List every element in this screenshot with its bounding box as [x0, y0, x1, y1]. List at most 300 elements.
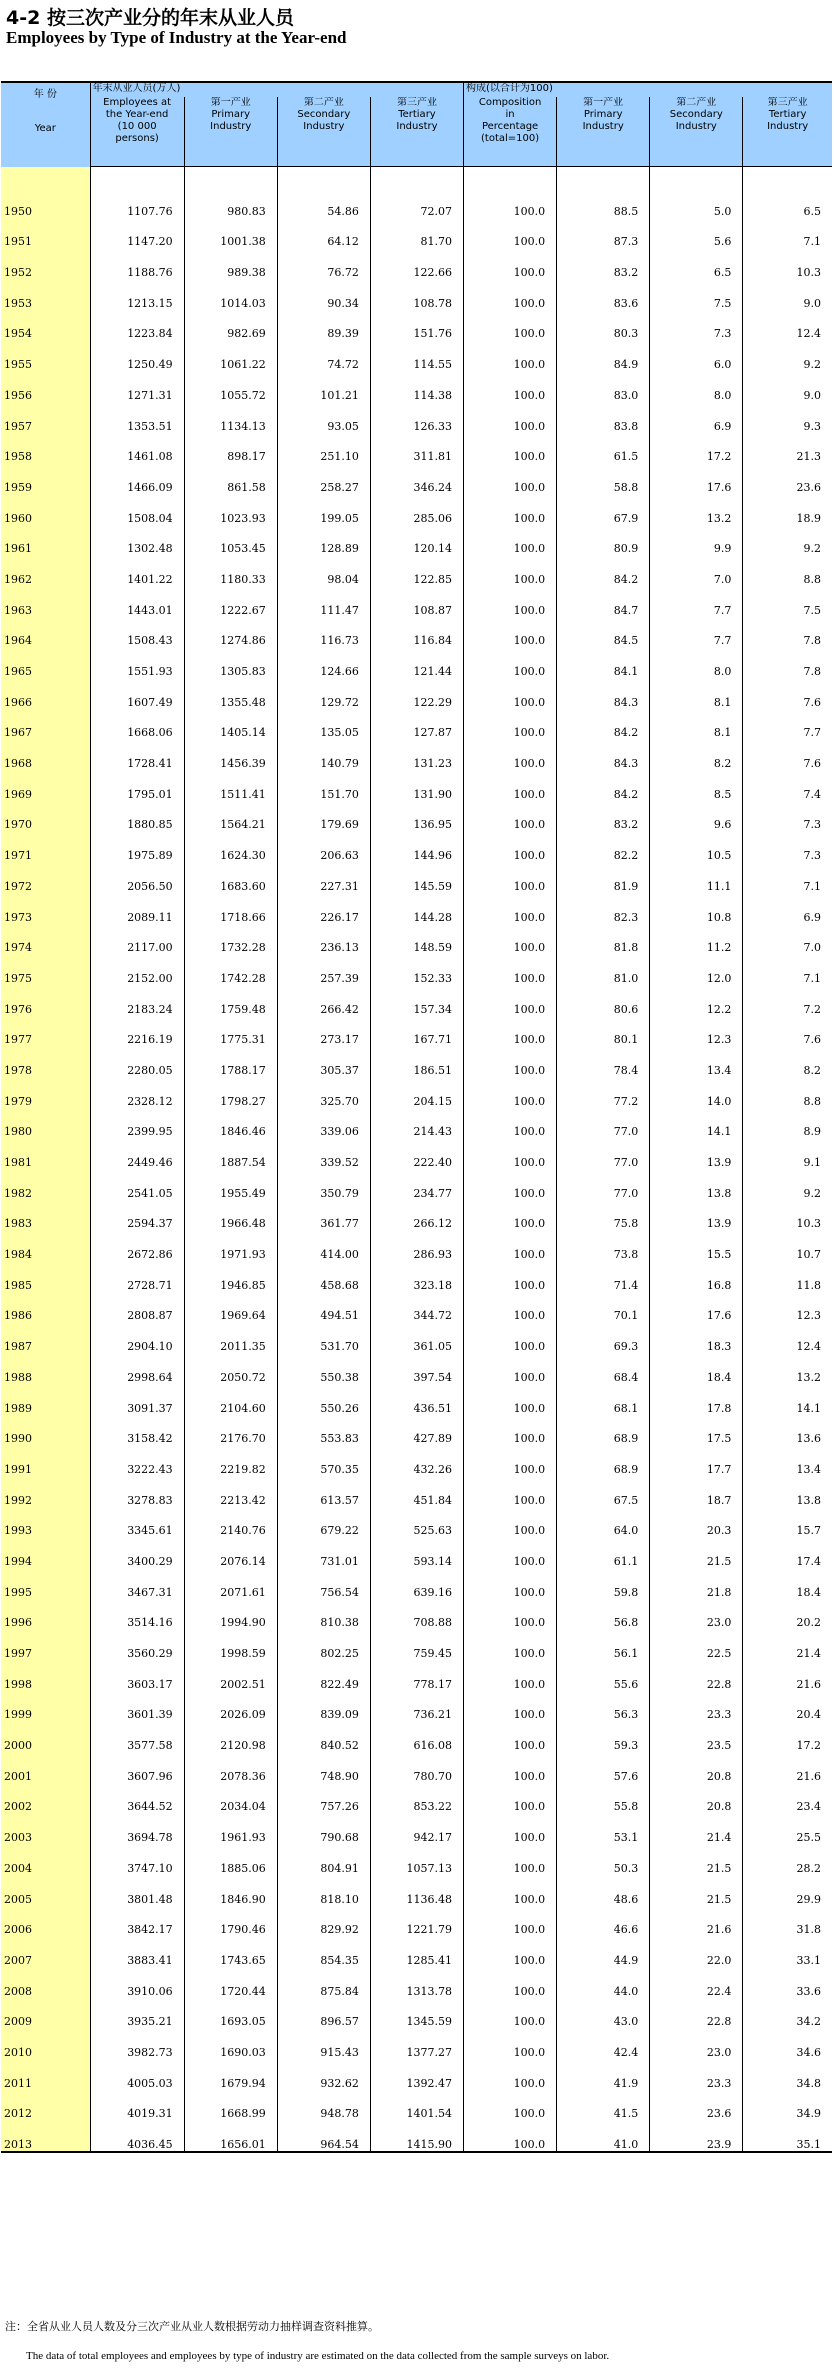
value-cell: 64.12	[277, 218, 370, 249]
value-cell: 2998.64	[90, 1353, 184, 1384]
value-cell: 81.9	[557, 862, 650, 893]
value-cell: 100.0	[464, 555, 557, 586]
table-row	[1, 1384, 832, 1415]
value-cell: 21.5	[650, 1537, 743, 1568]
value-cell: 13.8	[650, 1169, 743, 1200]
table-row	[1, 678, 832, 709]
value-cell: 756.54	[277, 1568, 370, 1599]
column-header	[370, 97, 463, 167]
spacer-cell	[184, 167, 277, 188]
value-cell: 2808.87	[90, 1292, 184, 1323]
table-row	[1, 340, 832, 371]
value-cell: 23.6	[650, 2090, 743, 2121]
value-cell: 1998.59	[184, 1629, 277, 1660]
year-cell: 1960	[1, 494, 90, 525]
year-cell: 1957	[1, 402, 90, 433]
value-cell: 1607.49	[90, 678, 184, 709]
value-cell: 23.6	[743, 463, 832, 494]
table-row	[1, 893, 832, 924]
value-cell: 71.4	[557, 1261, 650, 1292]
value-cell: 839.09	[277, 1691, 370, 1722]
year-cell: 1955	[1, 340, 90, 371]
value-cell: 20.3	[650, 1507, 743, 1538]
value-cell: 804.91	[277, 1844, 370, 1875]
value-cell: 8.1	[650, 678, 743, 709]
value-cell: 822.49	[277, 1660, 370, 1691]
value-cell: 854.35	[277, 1936, 370, 1967]
value-cell: 7.3	[650, 310, 743, 341]
value-cell: 7.5	[650, 279, 743, 310]
year-cell: 1979	[1, 1077, 90, 1108]
value-cell: 896.57	[277, 1998, 370, 2029]
value-cell: 2176.70	[184, 1415, 277, 1446]
table-row	[1, 1844, 832, 1875]
value-cell: 7.1	[743, 954, 832, 985]
value-cell: 7.1	[743, 218, 832, 249]
footnote-cn: 注：全省从业人员人数及分三次产业从业人数根据劳动力抽样调查资料推算。	[5, 2320, 379, 2333]
table-row	[1, 1691, 832, 1722]
value-cell: 980.83	[184, 187, 277, 218]
value-cell: 144.28	[370, 893, 463, 924]
value-cell: 1285.41	[370, 1936, 463, 1967]
value-cell: 15.5	[650, 1230, 743, 1261]
table-row	[1, 617, 832, 648]
value-cell: 10.8	[650, 893, 743, 924]
table-row	[1, 1322, 832, 1353]
value-cell: 64.0	[557, 1507, 650, 1538]
column-header	[650, 97, 743, 167]
value-cell: 72.07	[370, 187, 463, 218]
value-cell: 7.6	[743, 739, 832, 770]
value-cell: 80.6	[557, 985, 650, 1016]
value-cell: 84.9	[557, 340, 650, 371]
value-cell: 127.87	[370, 709, 463, 740]
value-cell: 323.18	[370, 1261, 463, 1292]
value-cell: 2672.86	[90, 1230, 184, 1261]
value-cell: 23.3	[650, 2059, 743, 2090]
value-cell: 100.0	[464, 1936, 557, 1967]
value-cell: 3883.41	[90, 1936, 184, 1967]
value-cell: 266.42	[277, 985, 370, 1016]
value-cell: 915.43	[277, 2028, 370, 2059]
value-cell: 2117.00	[90, 924, 184, 955]
value-cell: 61.5	[557, 433, 650, 464]
value-cell: 116.73	[277, 617, 370, 648]
value-cell: 3607.96	[90, 1752, 184, 1783]
value-cell: 593.14	[370, 1537, 463, 1568]
value-cell: 1313.78	[370, 1967, 463, 1998]
value-cell: 23.4	[743, 1783, 832, 1814]
value-cell: 3091.37	[90, 1384, 184, 1415]
value-cell: 81.8	[557, 924, 650, 955]
value-cell: 204.15	[370, 1077, 463, 1108]
year-cell: 1992	[1, 1476, 90, 1507]
value-cell: 83.8	[557, 402, 650, 433]
year-cell: 2000	[1, 1721, 90, 1752]
year-cell: 1980	[1, 1108, 90, 1139]
value-cell: 84.7	[557, 586, 650, 617]
table-row	[1, 1138, 832, 1169]
year-cell: 1953	[1, 279, 90, 310]
value-cell: 68.9	[557, 1415, 650, 1446]
value-cell: 1222.67	[184, 586, 277, 617]
value-cell: 1668.06	[90, 709, 184, 740]
value-cell: 12.4	[743, 310, 832, 341]
value-cell: 2071.61	[184, 1568, 277, 1599]
value-cell: 13.4	[650, 1046, 743, 1077]
value-cell: 1134.13	[184, 402, 277, 433]
value-cell: 731.01	[277, 1537, 370, 1568]
value-cell: 339.52	[277, 1138, 370, 1169]
year-cell: 1971	[1, 831, 90, 862]
value-cell: 100.0	[464, 1353, 557, 1384]
value-cell: 14.0	[650, 1077, 743, 1108]
value-cell: 616.08	[370, 1721, 463, 1752]
value-cell: 67.9	[557, 494, 650, 525]
value-cell: 2056.50	[90, 862, 184, 893]
value-cell: 34.9	[743, 2090, 832, 2121]
year-cell: 1993	[1, 1507, 90, 1538]
value-cell: 100.0	[464, 1721, 557, 1752]
value-cell: 56.3	[557, 1691, 650, 1722]
value-cell: 70.1	[557, 1292, 650, 1323]
table-row	[1, 433, 832, 464]
value-cell: 1188.76	[90, 248, 184, 279]
value-cell: 257.39	[277, 954, 370, 985]
value-cell: 12.0	[650, 954, 743, 985]
value-cell: 2089.11	[90, 893, 184, 924]
value-cell: 1345.59	[370, 1998, 463, 2029]
employees-table	[1, 81, 832, 2153]
value-cell: 1564.21	[184, 801, 277, 832]
value-cell: 13.6	[743, 1415, 832, 1446]
value-cell: 50.3	[557, 1844, 650, 1875]
value-cell: 100.0	[464, 371, 557, 402]
value-cell: 1798.27	[184, 1077, 277, 1108]
value-cell: 1551.93	[90, 647, 184, 678]
value-cell: 7.1	[743, 862, 832, 893]
value-cell: 100.0	[464, 463, 557, 494]
value-cell: 344.72	[370, 1292, 463, 1323]
value-cell: 11.2	[650, 924, 743, 955]
value-cell: 1720.44	[184, 1967, 277, 1998]
spacer-cell	[370, 167, 463, 188]
value-cell: 1136.48	[370, 1875, 463, 1906]
value-cell: 80.9	[557, 525, 650, 556]
value-cell: 8.0	[650, 371, 743, 402]
value-cell: 1456.39	[184, 739, 277, 770]
value-cell: 550.38	[277, 1353, 370, 1384]
value-cell: 100.0	[464, 494, 557, 525]
year-cell: 1998	[1, 1660, 90, 1691]
value-cell: 100.0	[464, 1875, 557, 1906]
value-cell: 100.0	[464, 1200, 557, 1231]
year-cell: 1974	[1, 924, 90, 955]
value-cell: 436.51	[370, 1384, 463, 1415]
value-cell: 1742.28	[184, 954, 277, 985]
year-cell: 1964	[1, 617, 90, 648]
column-header-line: Percentage	[481, 121, 539, 132]
value-cell: 553.83	[277, 1415, 370, 1446]
value-cell: 100.0	[464, 1292, 557, 1323]
value-cell: 10.7	[743, 1230, 832, 1261]
value-cell: 1969.64	[184, 1292, 277, 1323]
value-cell: 100.0	[464, 1507, 557, 1538]
value-cell: 12.3	[743, 1292, 832, 1323]
table-row	[1, 1813, 832, 1844]
year-cell: 1984	[1, 1230, 90, 1261]
value-cell: 2541.05	[90, 1169, 184, 1200]
value-cell: 116.84	[370, 617, 463, 648]
value-cell: 44.9	[557, 1936, 650, 1967]
value-cell: 1788.17	[184, 1046, 277, 1077]
value-cell: 23.0	[650, 1599, 743, 1630]
value-cell: 9.2	[743, 1169, 832, 1200]
value-cell: 778.17	[370, 1660, 463, 1691]
value-cell: 151.70	[277, 770, 370, 801]
table-row	[1, 1445, 832, 1476]
value-cell: 3467.31	[90, 1568, 184, 1599]
value-cell: 748.90	[277, 1752, 370, 1783]
value-cell: 186.51	[370, 1046, 463, 1077]
column-header-line: Industry	[396, 121, 438, 132]
value-cell: 100.0	[464, 1415, 557, 1446]
value-cell: 54.86	[277, 187, 370, 218]
value-cell: 89.39	[277, 310, 370, 341]
value-cell: 11.1	[650, 862, 743, 893]
value-cell: 21.5	[650, 1844, 743, 1875]
value-cell: 18.4	[650, 1353, 743, 1384]
value-cell: 28.2	[743, 1844, 832, 1875]
year-cell: 1962	[1, 555, 90, 586]
year-cell: 1950	[1, 187, 90, 218]
column-header	[277, 97, 370, 167]
value-cell: 15.7	[743, 1507, 832, 1538]
value-cell: 1975.89	[90, 831, 184, 862]
value-cell: 100.0	[464, 586, 557, 617]
value-cell: 810.38	[277, 1599, 370, 1630]
table-row	[1, 1660, 832, 1691]
value-cell: 2594.37	[90, 1200, 184, 1231]
value-cell: 56.8	[557, 1599, 650, 1630]
value-cell: 57.6	[557, 1752, 650, 1783]
value-cell: 84.2	[557, 555, 650, 586]
table-row	[1, 494, 832, 525]
table-row	[1, 985, 832, 1016]
value-cell: 100.0	[464, 1813, 557, 1844]
value-cell: 757.26	[277, 1783, 370, 1814]
value-cell: 1180.33	[184, 555, 277, 586]
value-cell: 17.6	[650, 1292, 743, 1323]
value-cell: 9.2	[743, 340, 832, 371]
value-cell: 1147.20	[90, 218, 184, 249]
value-cell: 59.8	[557, 1568, 650, 1599]
value-cell: 122.29	[370, 678, 463, 709]
value-cell: 46.6	[557, 1906, 650, 1937]
value-cell: 73.8	[557, 1230, 650, 1261]
value-cell: 1415.90	[370, 2120, 463, 2152]
table-row	[1, 739, 832, 770]
value-cell: 111.47	[277, 586, 370, 617]
value-cell: 77.0	[557, 1108, 650, 1139]
value-cell: 122.66	[370, 248, 463, 279]
value-cell: 9.6	[650, 801, 743, 832]
value-cell: 7.7	[650, 617, 743, 648]
table-row	[1, 1629, 832, 1660]
value-cell: 8.8	[743, 1077, 832, 1108]
year-cell: 1973	[1, 893, 90, 924]
value-cell: 100.0	[464, 2028, 557, 2059]
value-cell: 286.93	[370, 1230, 463, 1261]
value-cell: 1023.93	[184, 494, 277, 525]
value-cell: 3560.29	[90, 1629, 184, 1660]
value-cell: 100.0	[464, 709, 557, 740]
value-cell: 227.31	[277, 862, 370, 893]
column-header-line: Industry	[582, 121, 624, 132]
year-cell: 1956	[1, 371, 90, 402]
year-cell: 1966	[1, 678, 90, 709]
value-cell: 898.17	[184, 433, 277, 464]
value-cell: 10.5	[650, 831, 743, 862]
table-row	[1, 1568, 832, 1599]
value-cell: 432.26	[370, 1445, 463, 1476]
year-cell: 1975	[1, 954, 90, 985]
table-row	[1, 1507, 832, 1538]
table-row	[1, 1967, 832, 1998]
column-header-line: Industry	[675, 121, 717, 132]
value-cell: 100.0	[464, 1476, 557, 1507]
value-cell: 964.54	[277, 2120, 370, 2152]
value-cell: 100.0	[464, 954, 557, 985]
value-cell: 7.0	[650, 555, 743, 586]
value-cell: 3935.21	[90, 1998, 184, 2029]
value-cell: 21.6	[743, 1660, 832, 1691]
value-cell: 152.33	[370, 954, 463, 985]
composition-group-header: 构成(以合计为100)	[464, 82, 832, 97]
value-cell: 3158.42	[90, 1415, 184, 1446]
year-cell: 1977	[1, 1016, 90, 1047]
value-cell: 75.8	[557, 1200, 650, 1231]
value-cell: 9.0	[743, 371, 832, 402]
value-cell: 1221.79	[370, 1906, 463, 1937]
value-cell: 100.0	[464, 1230, 557, 1261]
value-cell: 570.35	[277, 1445, 370, 1476]
value-cell: 17.4	[743, 1537, 832, 1568]
value-cell: 1353.51	[90, 402, 184, 433]
value-cell: 56.1	[557, 1629, 650, 1660]
value-cell: 100.0	[464, 1691, 557, 1722]
year-cell: 1989	[1, 1384, 90, 1415]
value-cell: 21.6	[743, 1752, 832, 1783]
column-header-line: 第二产业	[676, 97, 717, 108]
value-cell: 77.2	[557, 1077, 650, 1108]
value-cell: 1401.54	[370, 2090, 463, 2121]
value-cell: 80.3	[557, 310, 650, 341]
value-cell: 41.9	[557, 2059, 650, 2090]
value-cell: 13.2	[650, 494, 743, 525]
value-cell: 1743.65	[184, 1936, 277, 1967]
value-cell: 100.0	[464, 1537, 557, 1568]
year-cell: 1958	[1, 433, 90, 464]
value-cell: 8.2	[743, 1046, 832, 1077]
value-cell: 3577.58	[90, 1721, 184, 1752]
value-cell: 140.79	[277, 739, 370, 770]
year-cell: 1996	[1, 1599, 90, 1630]
value-cell: 93.05	[277, 402, 370, 433]
value-cell: 3747.10	[90, 1844, 184, 1875]
value-cell: 531.70	[277, 1322, 370, 1353]
year-cell: 1954	[1, 310, 90, 341]
year-cell: 1990	[1, 1415, 90, 1446]
table-row	[1, 310, 832, 341]
value-cell: 1656.01	[184, 2120, 277, 2152]
table-row	[1, 2028, 832, 2059]
value-cell: 1693.05	[184, 1998, 277, 2029]
table-row	[1, 2059, 832, 2090]
value-cell: 100.0	[464, 187, 557, 218]
value-cell: 11.8	[743, 1261, 832, 1292]
value-cell: 613.57	[277, 1476, 370, 1507]
value-cell: 1961.93	[184, 1813, 277, 1844]
value-cell: 21.5	[650, 1875, 743, 1906]
value-cell: 53.1	[557, 1813, 650, 1844]
value-cell: 144.96	[370, 831, 463, 862]
value-cell: 90.34	[277, 279, 370, 310]
value-cell: 108.78	[370, 279, 463, 310]
value-cell: 145.59	[370, 862, 463, 893]
value-cell: 14.1	[650, 1108, 743, 1139]
value-cell: 1790.46	[184, 1906, 277, 1937]
year-header-en: Year	[34, 123, 56, 134]
value-cell: 13.8	[743, 1476, 832, 1507]
column-header	[90, 97, 184, 167]
page-title: 4-2 按三次产业分的年末从业人员	[6, 7, 294, 29]
table-row	[1, 248, 832, 279]
value-cell: 311.81	[370, 433, 463, 464]
value-cell: 7.5	[743, 586, 832, 617]
value-cell: 58.8	[557, 463, 650, 494]
value-cell: 1732.28	[184, 924, 277, 955]
value-cell: 84.2	[557, 709, 650, 740]
value-cell: 81.0	[557, 954, 650, 985]
year-cell: 2004	[1, 1844, 90, 1875]
value-cell: 100.0	[464, 218, 557, 249]
value-cell: 100.0	[464, 924, 557, 955]
value-cell: 17.5	[650, 1415, 743, 1446]
value-cell: 100.0	[464, 1445, 557, 1476]
value-cell: 1443.01	[90, 586, 184, 617]
value-cell: 10.3	[743, 248, 832, 279]
year-cell: 1981	[1, 1138, 90, 1169]
table-row	[1, 1415, 832, 1446]
table-row	[1, 555, 832, 586]
value-cell: 100.0	[464, 248, 557, 279]
spacer-cell	[90, 167, 184, 188]
value-cell: 7.6	[743, 1016, 832, 1047]
value-cell: 1061.22	[184, 340, 277, 371]
column-header-line: 第三产业	[767, 97, 808, 108]
value-cell: 2011.35	[184, 1322, 277, 1353]
value-cell: 100.0	[464, 1906, 557, 1937]
table-row	[1, 279, 832, 310]
value-cell: 100.0	[464, 1629, 557, 1660]
value-cell: 1775.31	[184, 1016, 277, 1047]
table-row	[1, 1353, 832, 1384]
year-cell: 1994	[1, 1537, 90, 1568]
value-cell: 3514.16	[90, 1599, 184, 1630]
table-row	[1, 525, 832, 556]
value-cell: 759.45	[370, 1629, 463, 1660]
